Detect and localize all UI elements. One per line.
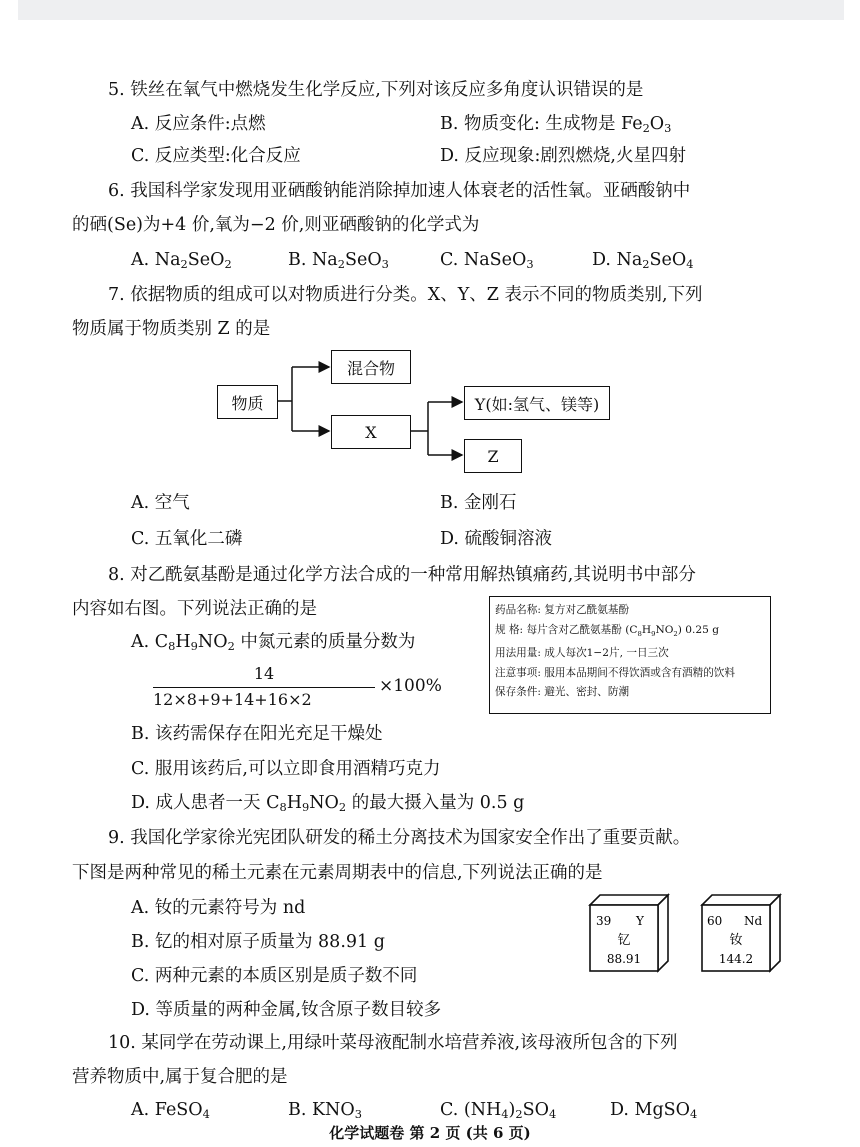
diagram-node-mixture: 混合物: [331, 350, 411, 384]
neodymium-symbol: Nd: [744, 914, 763, 928]
yttrium-mass: 88.91: [606, 952, 642, 966]
q6-option-c: C. NaSeO$_3$: [440, 250, 534, 271]
neodymium-mass: 144.2: [718, 952, 754, 966]
q6-option-d: D. $Na_2SeO_4$: [592, 250, 694, 271]
q10-stem-line1: 10. 某同学在劳动课上,用绿叶菜母液配制水培营养液,该母液所包含的下列: [108, 1033, 678, 1053]
q10-option-b: B. $KNO_3$: [288, 1100, 362, 1121]
q7-option-c: C. 五氧化二磷: [131, 529, 243, 549]
diagram-node-substance: 物质: [217, 385, 278, 419]
classification-diagram-lines: [0, 0, 860, 500]
q8-stem-line1: 8. 对乙酰氨基酚是通过化学方法合成的一种常用解热镇痛药,其说明书中部分: [108, 565, 696, 585]
q10-option-d: D. MgSO$_4$: [610, 1100, 698, 1121]
element-card-yttrium: [588, 893, 672, 975]
q5-option-a: A. 反应条件:点燃: [131, 114, 266, 134]
q6-stem-line2: 的硒(Se)为+4 价,氧为−2 价,则亚硒酸钠的化学式为: [72, 215, 480, 235]
neodymium-number: 60: [707, 914, 723, 928]
q8-option-a: A. $C_8H_9NO_2$ 中氮元素的质量分数为: [131, 632, 416, 653]
neodymium-name: 钕: [729, 933, 743, 948]
q8-option-c: C. 服用该药后,可以立即食用酒精巧克力: [131, 759, 441, 779]
q8-option-d: D. 成人患者一天 $C_8H_9NO_2$ 的最大摄入量为 0.5 g: [131, 793, 525, 814]
q8-stem-line2: 内容如右图。下列说法正确的是: [72, 599, 317, 619]
drug-label-box: [489, 596, 771, 714]
q9-stem-line2: 下图是两种常见的稀土元素在元素周期表中的信息,下列说法正确的是: [72, 863, 603, 883]
q9-option-a: A. 钕的元素符号为 nd: [131, 898, 306, 918]
fraction-numerator: 14: [253, 664, 275, 683]
fraction-percent: ×100%: [379, 676, 442, 696]
yttrium-number: 39: [596, 914, 612, 928]
q6-option-a: A. $Na_2SeO_2$: [131, 250, 232, 271]
q6-option-b: B. $Na_2SeO_3$: [288, 250, 389, 271]
drug-spec: 规 格: 每片含对乙酰氨基酚 $(C_8H_9NO_2)$ 0.25 g: [495, 623, 720, 638]
q7-stem-line2: 物质属于物质类别 Z 的是: [72, 319, 271, 339]
q5-option-d: D. 反应现象:剧烈燃烧,火星四射: [440, 146, 686, 166]
page-footer: 化学试题卷 第 2 页 (共 6 页): [329, 1124, 531, 1142]
q7-stem-line1: 7. 依据物质的组成可以对物质进行分类。X、Y、Z 表示不同的物质类别,下列: [108, 285, 703, 305]
q10-option-a: A. FeSO$_4$: [131, 1100, 210, 1121]
fraction-bar: [153, 687, 375, 688]
q9-stem-line1: 9. 我国化学家徐光宪团队研发的稀土分离技术为国家安全作出了重要贡献。: [108, 828, 691, 848]
q10-option-c: C. $(NH_4)_2SO_4$: [440, 1100, 557, 1121]
yttrium-name: 钇: [617, 933, 631, 948]
q8-option-b: B. 该药需保存在阳光充足干燥处: [131, 724, 383, 744]
q10-stem-line2: 营养物质中,属于复合肥的是: [72, 1067, 288, 1087]
drug-usage: 用法用量: 成人每次1−2片, 一日三次: [495, 647, 669, 659]
fraction-denominator: 12×8+9+14+16×2: [153, 690, 312, 709]
drug-notice: 注意事项: 服用本品期间不得饮酒或含有酒精的饮料: [495, 666, 735, 679]
diagram-node-x: X: [331, 415, 411, 449]
diagram-node-z: Z: [464, 439, 522, 473]
q7-option-d: D. 硫酸铜溶液: [440, 529, 553, 549]
yttrium-symbol: Y: [636, 914, 644, 928]
diagram-node-y: Y(如:氢气、镁等): [464, 386, 610, 420]
q6-stem-line1: 6. 我国科学家发现用亚硒酸钠能消除掉加速人体衰老的活性氧。亚硒酸钠中: [108, 181, 691, 201]
q5-stem: 5. 铁丝在氧气中燃烧发生化学反应,下列对该反应多角度认识错误的是: [108, 80, 644, 100]
drug-name: 药品名称: 复方对乙酰氨基酚: [495, 604, 630, 616]
drug-storage: 保存条件: 避光、密封、防潮: [495, 686, 630, 698]
q9-option-c: C. 两种元素的本质区别是质子数不同: [131, 966, 418, 986]
element-card-neodymium: [700, 893, 784, 975]
q5-option-b: B. 物质变化: 生成物是 $Fe_2O_3$: [440, 114, 672, 135]
q7-option-a: A. 空气: [131, 493, 190, 513]
q7-option-b: B. 金刚石: [440, 493, 517, 513]
q5-option-c: C. 反应类型:化合反应: [131, 146, 301, 166]
q9-option-d: D. 等质量的两种金属,钕含原子数目较多: [131, 1000, 442, 1020]
q9-option-b: B. 钇的相对原子质量为 88.91 g: [131, 932, 385, 952]
